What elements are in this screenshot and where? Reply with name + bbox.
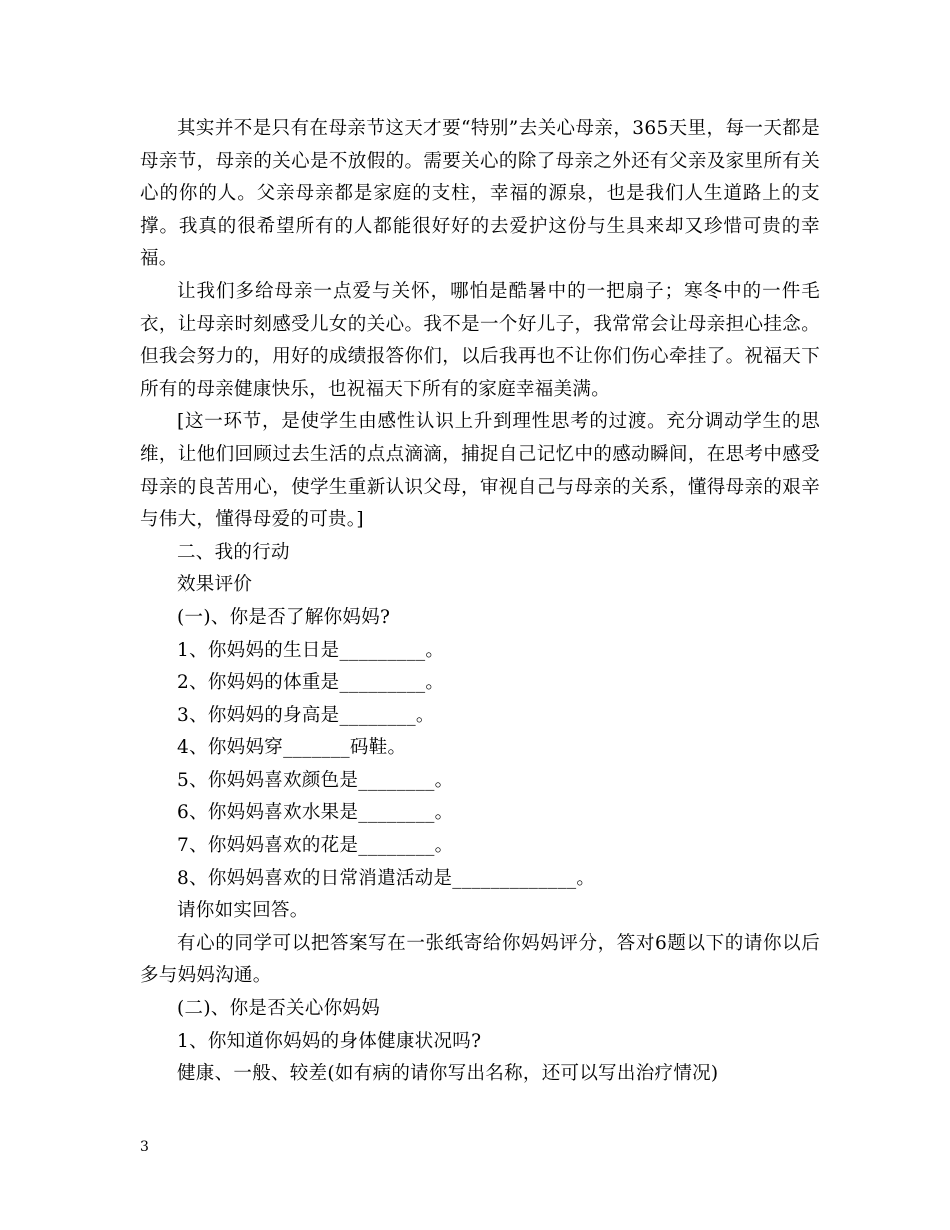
part2-options: 健康、一般、较差(如有病的请你写出名称，还可以写出治疗情况) (177, 1063, 719, 1085)
instruction-text: 请你如实回答。 (177, 900, 309, 922)
quiz-item: 7、你妈妈喜欢的花是________。 (177, 835, 454, 857)
note-paragraph: 有心的同学可以把答案写在一张纸寄给你妈妈评分，答对6题以下的请你以后多与妈妈沟通。 (140, 932, 820, 987)
paragraph-mothers-day: 其实并不是只有在母亲节这天才要“特别”去关心母亲，365天里，每一天都是母亲节，母亲的关心是不放假的。需要关心的除了母亲之外还有父亲及家里所有关心的你的人。父亲母亲都是家庭的支柱，幸福的源泉，也是我们人生道路上的支撑。我真的很希望所有的人都能很好好的去爱护这份与生具来却又珍惜可贵的幸福。 (140, 118, 820, 270)
subsection-title: 效果评价 (177, 574, 253, 596)
page-body (140, 113, 820, 1091)
page-number: 3 (140, 1139, 149, 1155)
quiz-item: 5、你妈妈喜欢颜色是________。 (177, 769, 454, 791)
part2-heading: (二)、你是否关心你妈妈 (177, 998, 381, 1020)
paragraph-teaching-note: [这一环节，是使学生由感性认识上升到理性思考的过渡。充分调动学生的思维，让他们回顾过去生活的点点滴滴，捕捉自己记忆中的感动瞬间，在思考中感受母亲的良苦用心，使学生重新认识父母，审视自己与母亲的关系，懂得母亲的艰辛与伟大，懂得母爱的可贵。] (140, 411, 820, 531)
quiz-item: 8、你妈妈喜欢的日常消遣活动是_____________。 (177, 867, 596, 889)
paragraph-care-for-mother: 让我们多给母亲一点爱与关怀，哪怕是酷暑中的一把扇子；寒冬中的一件毛衣，让母亲时刻感受儿女的关心。我不是一个好儿子，我常常会让母亲担心挂念。但我会努力的，用好的成绩报答你们，以后我再也不让你们伤心牵挂了。祝福天下所有的母亲健康快乐，也祝福天下所有的家庭幸福美满。 (140, 280, 820, 400)
quiz-item: 4、你妈妈穿_______码鞋。 (177, 737, 407, 759)
quiz-item: 2、你妈妈的体重是_________。 (177, 672, 445, 694)
quiz-item: 3、你妈妈的身高是________。 (177, 704, 435, 726)
part1-heading: (一)、你是否了解你妈妈? (177, 606, 391, 628)
quiz-item: 1、你妈妈的生日是_________。 (177, 639, 445, 661)
part2-question: 1、你知道你妈妈的身体健康状况吗? (177, 1030, 482, 1052)
quiz-item: 6、你妈妈喜欢水果是________。 (177, 802, 454, 824)
section-title: 二、我的行动 (177, 541, 290, 563)
